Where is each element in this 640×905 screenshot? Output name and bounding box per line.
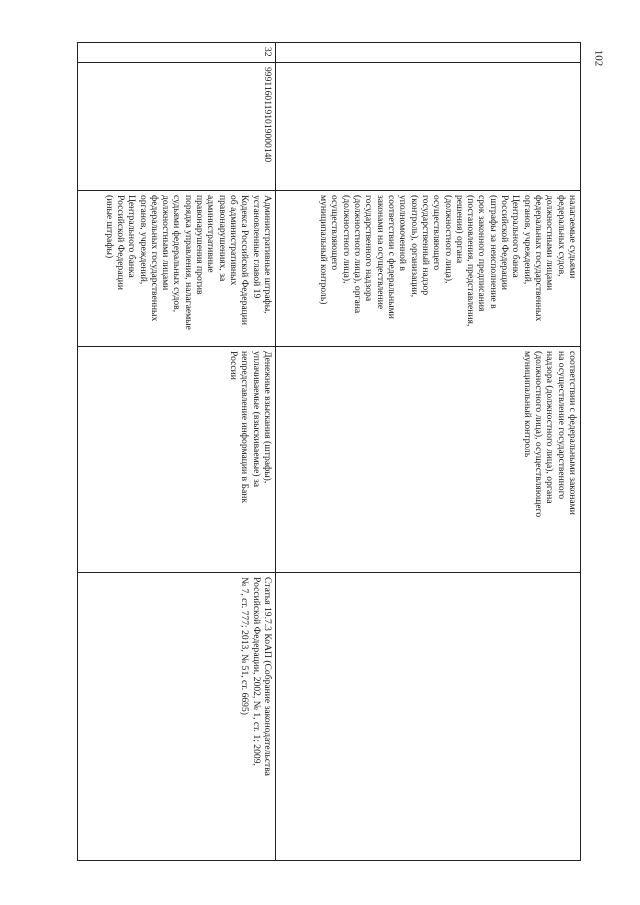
- cell-text-line: судьями федеральных судов,: [171, 195, 183, 313]
- cell-text-line: Российской Федерации: [114, 195, 126, 290]
- cell-text-line: (должностного лица),: [340, 195, 352, 284]
- cell-description: [78, 347, 276, 573]
- cell-text-line: уплачиваемые (взыскиваемые) за: [250, 351, 262, 487]
- cell-text-line: федеральных государственных: [533, 195, 545, 322]
- cell-text-line: Кодекса Российской Федерации: [239, 195, 251, 326]
- cell-text-line: муниципальный контроль): [318, 195, 330, 305]
- cell-text-line: надзора (должностного лица), органа: [544, 351, 556, 504]
- cell-text-line: правонарушения против: [194, 195, 206, 295]
- cell-text-line: (постановления, представления,: [465, 195, 477, 327]
- cell-legal-basis: [78, 573, 276, 861]
- cell-text-line: об административных: [228, 195, 240, 286]
- page-number: 102: [592, 49, 605, 67]
- cell-text-line: установленные главой 19: [250, 195, 262, 299]
- cell-text-line: (должностного лица),: [442, 195, 454, 284]
- cell-text-line: срок законного предписания: [476, 195, 488, 312]
- cell-text-line: законами на осуществление: [374, 195, 386, 310]
- cell-text-line: Российской Федерации: [499, 195, 511, 290]
- table-row: [276, 43, 581, 861]
- cell-text-line: (иные штрафы): [103, 195, 115, 259]
- cell-text-line: осуществляющего: [329, 195, 341, 271]
- cell-text-line: государственного надзора: [363, 195, 375, 302]
- codes-table: [77, 42, 581, 861]
- cell-text-line: (контроль), организации,: [408, 195, 420, 298]
- cell-text-line: Денежные взыскания (штрафы),: [262, 351, 273, 484]
- cell-text-line: Центрального банка: [510, 195, 522, 278]
- cell-text-line: соответствии с федеральными: [386, 195, 397, 319]
- cell-text-line: муниципальный контроль: [521, 351, 533, 458]
- cell-text-line: должностными лицами: [160, 195, 172, 291]
- cell-text-line: государственный надзор: [419, 195, 431, 296]
- rotated-table-container: [78, 42, 581, 860]
- cell-code: 99911601191019000140: [78, 63, 276, 191]
- cell-text-line: федеральных государственных: [148, 195, 160, 322]
- cell-text-line: осуществляющего: [431, 195, 443, 271]
- cell-text-line: порядка управления, налагаемые: [182, 195, 194, 330]
- cell-text-line: решения) органа: [453, 195, 465, 264]
- cell-text-line: административные: [205, 195, 217, 273]
- cell-text-line: органов, учреждений,: [521, 195, 533, 285]
- cell-text-line: Статья 19.7.3 КоАП (Собрание законодательства: [262, 577, 273, 776]
- cell-text-line: правонарушениях, за: [216, 195, 228, 282]
- cell-legal-basis: [276, 573, 581, 861]
- cell-number: 32: [78, 43, 276, 63]
- cell-text-line: (должностного лица), осуществляющего: [533, 351, 545, 518]
- cell-name: [78, 191, 276, 347]
- cell-text-line: на осуществление государственного: [555, 351, 567, 500]
- cell-text-line: Центрального банка: [126, 195, 138, 278]
- table-row: [78, 43, 276, 861]
- cell-text-line: налагаемые судьями: [567, 195, 578, 279]
- cell-text-line: федеральных судов,: [555, 195, 567, 277]
- cell-text-line: Российской Федерации, 2002, № 1, ст. 1; 2009,: [250, 577, 262, 766]
- cell-text-line: должностными лицами: [544, 195, 556, 291]
- cell-description: [276, 347, 581, 573]
- cell-text-line: (должностного лица), органа: [352, 195, 364, 314]
- cell-text-line: уполномоченной в: [397, 195, 409, 271]
- cell-name: [276, 191, 581, 347]
- cell-number: [276, 43, 581, 63]
- cell-text-line: России: [228, 351, 240, 380]
- cell-text-line: органов, учреждений,: [137, 195, 149, 285]
- cell-text-line: непредставление информации в Банк: [239, 351, 251, 504]
- cell-text-line: соответствии с федеральными законами: [567, 351, 578, 515]
- cell-code: [276, 63, 581, 191]
- cell-text-line: Административные штрафы,: [262, 195, 273, 314]
- cell-text-line: (штрафы за неисполнение в: [487, 195, 499, 309]
- cell-text-line: № 7, ст. 777; 2013, № 51, ст. 6695): [239, 577, 251, 715]
